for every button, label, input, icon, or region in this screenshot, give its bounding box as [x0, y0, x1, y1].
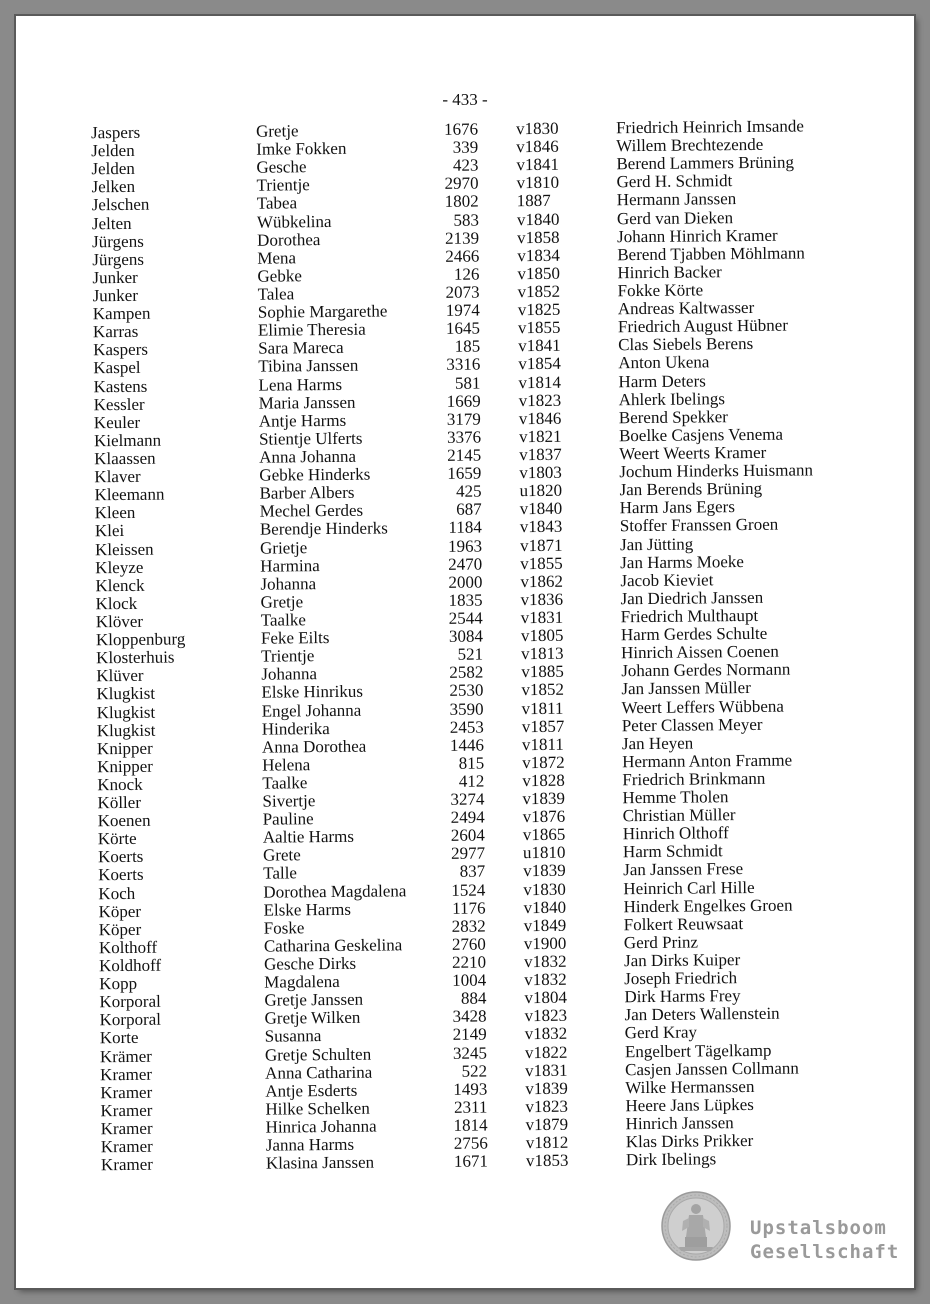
given-name-cell: Hinderika	[261, 718, 330, 739]
spouse-name-cell: Jan Jütting	[619, 534, 694, 554]
surname-cell: Koerts	[97, 847, 144, 867]
surname-cell: Kastens	[93, 376, 148, 396]
given-name-cell: Trientje	[261, 646, 315, 666]
year-cell: v1839	[523, 861, 566, 881]
surname-cell: Koldhoff	[98, 955, 162, 976]
spouse-name-cell: Wilke Hermanssen	[625, 1076, 755, 1097]
spouse-name-cell: Friedrich Multhaupt	[620, 605, 759, 627]
spouse-name-cell: Willem Brechtezende	[616, 134, 764, 156]
entry-number-cell: 1446	[449, 735, 485, 755]
entry-number-cell: 2145	[447, 445, 482, 465]
entry-number-cell: 687	[456, 499, 482, 520]
surname-cell: Klöver	[95, 611, 144, 632]
spouse-name-cell: Andreas Kaltwasser	[617, 298, 755, 319]
year-cell: v1828	[522, 770, 565, 791]
entry-number-cell: 3428	[452, 1006, 487, 1027]
surname-cell: Jelden	[91, 140, 135, 161]
spouse-name-cell: Hinrich Aissen Coenen	[621, 641, 779, 663]
year-cell: v1879	[525, 1114, 569, 1135]
surname-cell: Knock	[97, 774, 143, 795]
surname-cell: Korte	[99, 1028, 139, 1048]
surname-cell: Köper	[98, 919, 142, 940]
entry-number-cell: 3245	[452, 1043, 488, 1063]
entry-number-cell: 2494	[450, 807, 485, 828]
year-cell: v1805	[520, 625, 564, 646]
surname-cell: Klugkist	[96, 684, 156, 704]
spouse-name-cell: Hinrich Olthoff	[622, 823, 729, 844]
spouse-name-cell: Christian Müller	[622, 805, 736, 826]
year-cell: v1852	[517, 281, 561, 302]
entry-number-cell: 3084	[448, 626, 484, 646]
spouse-name-cell: Hinrich Backer	[617, 262, 722, 283]
given-name-cell: Gretje	[255, 121, 299, 141]
given-name-cell: Pauline	[262, 809, 314, 829]
surname-cell: Jelden	[91, 159, 135, 179]
entry-number-cell: 3179	[446, 409, 481, 429]
surname-cell: Klenck	[95, 575, 145, 595]
given-name-cell: Magdalena	[264, 972, 340, 992]
year-cell: v1834	[517, 245, 560, 265]
surname-cell: Kramer	[100, 1100, 153, 1121]
register-list	[16, 116, 924, 1175]
entry-number-cell: 1676	[443, 119, 479, 139]
year-cell: v1825	[517, 299, 561, 320]
entry-number-cell: 1974	[445, 300, 480, 320]
year-cell: v1822	[524, 1042, 568, 1062]
year-cell: v1849	[523, 915, 567, 935]
year-cell: v1810	[516, 173, 560, 193]
surname-cell: Keuler	[93, 412, 141, 433]
entry-number-cell: 1659	[447, 463, 482, 483]
spouse-name-cell: Jan Janssen Müller	[621, 678, 751, 699]
entry-number-cell: 1835	[448, 590, 483, 610]
given-name-cell: Gretje Janssen	[264, 989, 364, 1010]
year-cell: v1862	[520, 571, 563, 591]
page-number: - 433 -	[442, 90, 488, 109]
entry-number-cell: 425	[455, 481, 482, 501]
year-cell: v1850	[517, 263, 561, 284]
given-name-cell: Harmina	[260, 555, 320, 576]
given-name-cell: Anna Dorothea	[261, 736, 367, 757]
given-name-cell: Lena Harms	[258, 374, 343, 395]
spouse-name-cell: Hinderk Engelkes Groen	[623, 895, 793, 916]
given-name-cell: Barber Albers	[259, 482, 355, 503]
year-cell: v1858	[517, 227, 560, 247]
given-name-cell: Maria Janssen	[258, 392, 356, 413]
given-name-cell: Gesche	[256, 157, 307, 177]
spouse-name-cell: Berend Spekker	[618, 406, 728, 427]
given-name-cell: Mena	[257, 248, 297, 268]
spouse-name-cell: Jochum Hinderks Huismann	[619, 460, 814, 482]
surname-cell: Koenen	[97, 810, 151, 831]
surname-cell: Korporal	[99, 1010, 162, 1030]
spouse-name-cell: Hemme Tholen	[622, 787, 729, 808]
spouse-name-cell: Gerd H. Schmidt	[616, 171, 733, 192]
entry-number-cell: 2466	[445, 246, 480, 266]
entry-number-cell: 339	[452, 137, 479, 157]
given-name-cell: Mechel Gerdes	[259, 500, 364, 521]
entry-number-cell: 2604	[450, 825, 485, 846]
surname-cell: Kleen	[94, 503, 136, 523]
spouse-name-cell: Harm Gerdes Schulte	[620, 623, 768, 645]
surname-cell: Kopp	[99, 974, 138, 994]
entry-number-cell: 884	[460, 988, 487, 1009]
spouse-name-cell: Johann Gerdes Normann	[621, 659, 791, 681]
surname-cell: Koerts	[98, 865, 144, 885]
given-name-cell: Susanna	[264, 1026, 322, 1047]
given-name-cell: Catharina Geskelina	[263, 935, 403, 956]
surname-cell: Koch	[98, 883, 136, 903]
entry-number-cell: 3590	[449, 699, 484, 719]
given-name-cell: Feke Eilts	[260, 628, 330, 648]
spouse-name-cell: Fokke Körte	[617, 280, 704, 301]
spouse-name-cell: Ahlerk Ibelings	[618, 388, 725, 409]
year-cell: v1885	[521, 662, 564, 682]
given-name-cell: Sivertje	[262, 791, 316, 811]
year-cell: v1839	[522, 788, 566, 809]
entry-number-cell: 3376	[446, 427, 482, 447]
surname-cell: Klaassen	[94, 448, 156, 469]
given-name-cell: Gretje	[260, 592, 304, 612]
spouse-name-cell: Heere Jans Lüpkes	[625, 1094, 754, 1116]
spouse-name-cell: Gerd van Dieken	[616, 207, 734, 228]
surname-cell: Jelten	[91, 213, 132, 233]
spouse-name-cell: Harm Schmidt	[622, 841, 723, 862]
spouse-name-cell: Clas Siebels Berens	[618, 334, 754, 355]
surname-cell: Junker	[92, 267, 138, 288]
entry-number-cell: 1524	[451, 880, 486, 900]
entry-number-cell: 1802	[444, 191, 479, 212]
document-page	[16, 16, 914, 1288]
entry-number-cell: 2756	[453, 1133, 488, 1153]
entry-number-cell: 1004	[452, 970, 487, 990]
spouse-name-cell: Friedrich August Hübner	[617, 315, 789, 337]
spouse-name-cell: Friedrich Brinkmann	[622, 768, 766, 790]
surname-cell: Kleyze	[95, 557, 144, 577]
year-cell: v1852	[521, 680, 565, 700]
entry-number-cell: 2582	[449, 662, 484, 683]
spouse-name-cell: Anton Ukena	[618, 352, 710, 373]
year-cell: v1846	[518, 408, 562, 428]
surname-cell: Junker	[92, 285, 139, 306]
given-name-cell: Talle	[263, 863, 298, 884]
given-name-cell: Hilke Schelken	[265, 1098, 370, 1119]
spouse-name-cell: Berend Lammers Brüning	[616, 152, 795, 174]
surname-cell: Karras	[92, 322, 139, 342]
surname-cell: Klaver	[94, 466, 141, 487]
year-cell: v1872	[522, 752, 565, 772]
entry-number-cell: 1176	[452, 898, 486, 918]
entry-number-cell: 2073	[445, 282, 480, 302]
surname-cell: Jelken	[91, 177, 136, 197]
given-name-cell: Johanna	[261, 664, 318, 684]
year-cell: v1830	[515, 118, 559, 139]
year-cell: v1857	[521, 716, 565, 736]
given-name-cell: Grietje	[259, 537, 308, 558]
entry-number-cell: 1671	[453, 1151, 489, 1172]
year-cell: v1843	[519, 517, 563, 537]
given-name-cell: Anna Johanna	[259, 446, 357, 467]
surname-cell: Klock	[95, 593, 138, 614]
entry-number-cell: 1184	[448, 517, 482, 538]
surname-cell: Kramer	[100, 1064, 153, 1084]
surname-cell: Krämer	[99, 1046, 152, 1066]
surname-cell: Kramer	[100, 1136, 153, 1157]
year-cell: v1803	[519, 462, 562, 483]
year-cell: v1837	[519, 444, 562, 465]
entry-number-cell: 2530	[449, 680, 484, 701]
entry-number-cell: 1963	[447, 536, 483, 556]
given-name-cell: Elimie Theresia	[257, 319, 366, 340]
spouse-name-cell: Dirk Harms Frey	[624, 986, 741, 1007]
given-name-cell: Gebke	[257, 266, 302, 286]
spouse-name-cell: Harm Deters	[618, 370, 706, 391]
entry-number-cell: 837	[459, 862, 486, 882]
year-cell: v1840	[523, 897, 567, 917]
entry-number-cell: 3274	[450, 789, 485, 809]
spouse-name-cell: Friedrich Heinrich Imsande	[615, 116, 805, 138]
given-name-cell: Grete	[262, 845, 301, 866]
year-cell: 1887	[516, 191, 551, 211]
given-name-cell: Foske	[263, 918, 305, 938]
spouse-name-cell: Jan Heyen	[621, 733, 694, 753]
given-name-cell: Antje Harms	[258, 410, 347, 431]
year-cell: v1813	[521, 643, 564, 664]
entry-number-cell: 126	[453, 264, 480, 284]
entry-number-cell: 2311	[453, 1097, 488, 1117]
year-cell: u1810	[522, 843, 566, 863]
entry-number-cell: 2000	[448, 572, 483, 592]
given-name-cell: Gesche Dirks	[263, 953, 357, 974]
year-cell: v1832	[524, 1024, 568, 1044]
entry-number-cell: 2977	[450, 843, 486, 864]
surname-cell: Kampen	[92, 303, 151, 324]
given-name-cell: Berendje Hinderks	[259, 518, 388, 540]
entry-number-cell: 1645	[445, 318, 481, 339]
spouse-name-cell: Johann Hinrich Kramer	[617, 225, 778, 246]
surname-cell: Jürgens	[92, 231, 144, 251]
entry-number-cell: 1493	[453, 1079, 488, 1099]
spouse-name-cell: Weert Weerts Kramer	[619, 442, 767, 464]
year-cell: v1841	[518, 336, 561, 356]
given-name-cell: Elske Hinrikus	[261, 682, 364, 703]
year-cell: v1855	[517, 317, 561, 338]
spouse-name-cell: Boelke Casjens Venema	[618, 424, 784, 446]
given-name-cell: Taalke	[262, 773, 308, 793]
spouse-name-cell: Jan Berends Brüning	[619, 479, 763, 500]
given-name-cell: Dorothea Magdalena	[263, 880, 407, 902]
spouse-name-cell: Jan Diedrich Janssen	[620, 587, 764, 609]
spouse-name-cell: Jan Janssen Frese	[623, 859, 744, 880]
year-cell: v1836	[520, 589, 564, 610]
given-name-cell: Aaltie Harms	[262, 827, 355, 847]
year-cell: v1830	[523, 879, 566, 899]
surname-cell: Kloppenburg	[95, 629, 186, 650]
surname-cell: Jelschen	[91, 195, 150, 215]
entry-number-cell: 2470	[448, 554, 483, 574]
given-name-cell: Wübkelina	[256, 211, 332, 232]
spouse-name-cell: Gerd Prinz	[623, 932, 699, 953]
given-name-cell: Anna Catharina	[265, 1062, 373, 1083]
entry-number-cell: 2760	[451, 934, 486, 954]
year-cell: v1841	[516, 155, 559, 175]
year-cell: v1876	[522, 806, 566, 827]
spouse-name-cell: Heinrich Carl Hille	[623, 877, 755, 898]
entry-number-cell: 2210	[451, 952, 487, 972]
given-name-cell: Johanna	[260, 573, 317, 594]
year-cell: v1853	[525, 1150, 569, 1171]
surname-cell: Kaspel	[93, 358, 141, 378]
year-cell: v1840	[516, 209, 560, 229]
year-cell: v1832	[524, 969, 567, 990]
surname-cell: Köper	[98, 901, 142, 921]
given-name-cell: Janna Harms	[265, 1134, 355, 1155]
entry-number-cell: 521	[457, 644, 484, 664]
entry-number-cell: 2544	[448, 608, 483, 628]
spouse-name-cell: Jan Dirks Kuiper	[623, 950, 741, 971]
year-cell: v1812	[525, 1132, 569, 1153]
year-cell: v1823	[525, 1096, 569, 1117]
watermark-line-2: Gesellschaft	[750, 1241, 900, 1263]
surname-cell: Knipper	[96, 738, 153, 758]
given-name-cell: Taalke	[260, 610, 306, 630]
surname-cell: Kessler	[93, 394, 145, 414]
year-cell: u1820	[519, 480, 563, 501]
given-name-cell: Sophie Margarethe	[257, 301, 388, 322]
given-name-cell: Trientje	[256, 175, 310, 196]
watermark-line-1: Upstalsboom	[750, 1217, 887, 1239]
spouse-name-cell: Hinrich Janssen	[625, 1113, 734, 1134]
given-name-cell: Engel Johanna	[261, 700, 362, 721]
surname-cell: Korporal	[99, 991, 161, 1012]
spouse-name-cell: Casjen Janssen Collmann	[625, 1058, 799, 1079]
given-name-cell: Gebke Hinderks	[259, 464, 371, 485]
year-cell: v1871	[519, 535, 563, 555]
spouse-name-cell: Joseph Friedrich	[624, 968, 738, 989]
spouse-name-cell: Folkert Reuwsaat	[623, 913, 744, 935]
year-cell: v1811	[521, 698, 564, 718]
given-name-cell: Klasina Janssen	[265, 1152, 375, 1173]
entry-number-cell: 1669	[446, 391, 481, 411]
surname-cell: Kramer	[100, 1082, 153, 1103]
entry-number-cell: 2970	[444, 173, 479, 194]
year-cell: v1854	[518, 354, 561, 374]
given-name-cell: Stientje Ulferts	[258, 428, 363, 449]
surname-cell: Kramer	[100, 1154, 153, 1175]
given-name-cell: Antje Esderts	[265, 1080, 358, 1101]
spouse-name-cell: Hermann Janssen	[616, 189, 737, 210]
spouse-name-cell: Jan Harms Moeke	[620, 551, 745, 572]
year-cell: v1804	[524, 988, 567, 1008]
surname-cell: Kleemann	[94, 484, 165, 505]
entry-number-cell: 3316	[446, 354, 481, 375]
given-name-cell: Gretje Wilken	[264, 1008, 361, 1029]
given-name-cell: Sara Mareca	[258, 338, 344, 358]
surname-cell: Kleissen	[94, 539, 154, 559]
given-name-cell: Gretje Schulten	[264, 1044, 372, 1065]
entry-number-cell: 185	[454, 336, 481, 357]
given-name-cell: Dorothea	[257, 229, 321, 250]
surname-cell: Klüver	[96, 666, 144, 686]
surname-cell: Klosterhuis	[96, 647, 175, 668]
year-cell: v1839	[525, 1078, 568, 1098]
year-cell: v1811	[521, 734, 564, 754]
year-cell: v1865	[522, 825, 566, 845]
year-cell: v1900	[523, 933, 567, 954]
entry-number-cell: 583	[453, 210, 480, 230]
spouse-name-cell: Harm Jans Egers	[619, 497, 735, 518]
surname-cell: Klugkist	[96, 702, 156, 722]
given-name-cell: Imke Fokken	[256, 138, 347, 159]
surname-cell: Klugkist	[96, 720, 156, 740]
spouse-name-cell: Dirk Ibelings	[625, 1149, 717, 1170]
year-cell: v1831	[520, 607, 564, 628]
entry-number-cell: 1814	[453, 1115, 488, 1135]
spouse-name-cell: Jacob Kieviet	[620, 570, 714, 590]
year-cell: v1821	[518, 426, 562, 447]
entry-number-cell: 2832	[451, 916, 486, 936]
upstalsboom-seal-icon	[661, 1191, 731, 1261]
surname-cell: Kielmann	[93, 430, 162, 451]
surname-cell: Jaspers	[90, 122, 141, 143]
spouse-name-cell: Stoffer Franssen Groen	[619, 515, 779, 536]
surname-cell: Klei	[94, 521, 125, 541]
surname-cell: Jürgens	[92, 249, 145, 270]
year-cell: v1814	[518, 372, 562, 392]
surname-cell: Knipper	[97, 756, 153, 777]
spouse-name-cell: Weert Leffers Wübbena	[621, 696, 784, 717]
surname-cell: Kolthoff	[98, 937, 158, 958]
entry-number-cell: 522	[461, 1061, 488, 1081]
given-name-cell: Tabea	[256, 193, 298, 214]
given-name-cell: Hinrica Johanna	[265, 1116, 377, 1137]
year-cell: v1846	[516, 136, 559, 157]
spouse-name-cell: Klas Dirks Prikker	[625, 1131, 754, 1152]
year-cell: v1823	[524, 1006, 568, 1026]
spouse-name-cell: Hermann Anton Framme	[622, 750, 793, 772]
entry-number-cell: 815	[458, 753, 485, 773]
given-name-cell: Tibina Janssen	[258, 356, 359, 377]
year-cell: v1831	[525, 1060, 568, 1080]
year-cell: v1855	[520, 553, 563, 573]
surname-cell: Köller	[97, 792, 142, 813]
year-cell: v1823	[518, 390, 562, 410]
watermark-text	[750, 1216, 899, 1264]
surname-cell: Kramer	[100, 1118, 153, 1139]
year-cell: v1832	[523, 951, 567, 972]
year-cell: v1840	[519, 499, 563, 519]
entry-number-cell: 2149	[452, 1024, 487, 1045]
spouse-name-cell: Jan Deters Wallenstein	[624, 1004, 780, 1025]
surname-cell: Kaspers	[93, 340, 149, 360]
surname-cell: Körte	[97, 829, 137, 849]
spouse-name-cell: Engelbert Tägelkamp	[624, 1040, 772, 1061]
spouse-name-cell: Peter Classen Meyer	[621, 714, 763, 735]
spouse-name-cell: Gerd Kray	[624, 1022, 698, 1043]
entry-number-cell: 2453	[449, 717, 484, 737]
entry-number-cell: 581	[454, 373, 481, 393]
given-name-cell: Elske Harms	[263, 899, 351, 920]
given-name-cell: Helena	[262, 755, 311, 775]
entry-number-cell: 2139	[445, 228, 480, 248]
entry-number-cell: 412	[458, 771, 485, 791]
spouse-name-cell: Berend Tjabben Möhlmann	[617, 243, 805, 264]
entry-number-cell: 423	[452, 155, 479, 176]
given-name-cell: Talea	[257, 284, 295, 304]
